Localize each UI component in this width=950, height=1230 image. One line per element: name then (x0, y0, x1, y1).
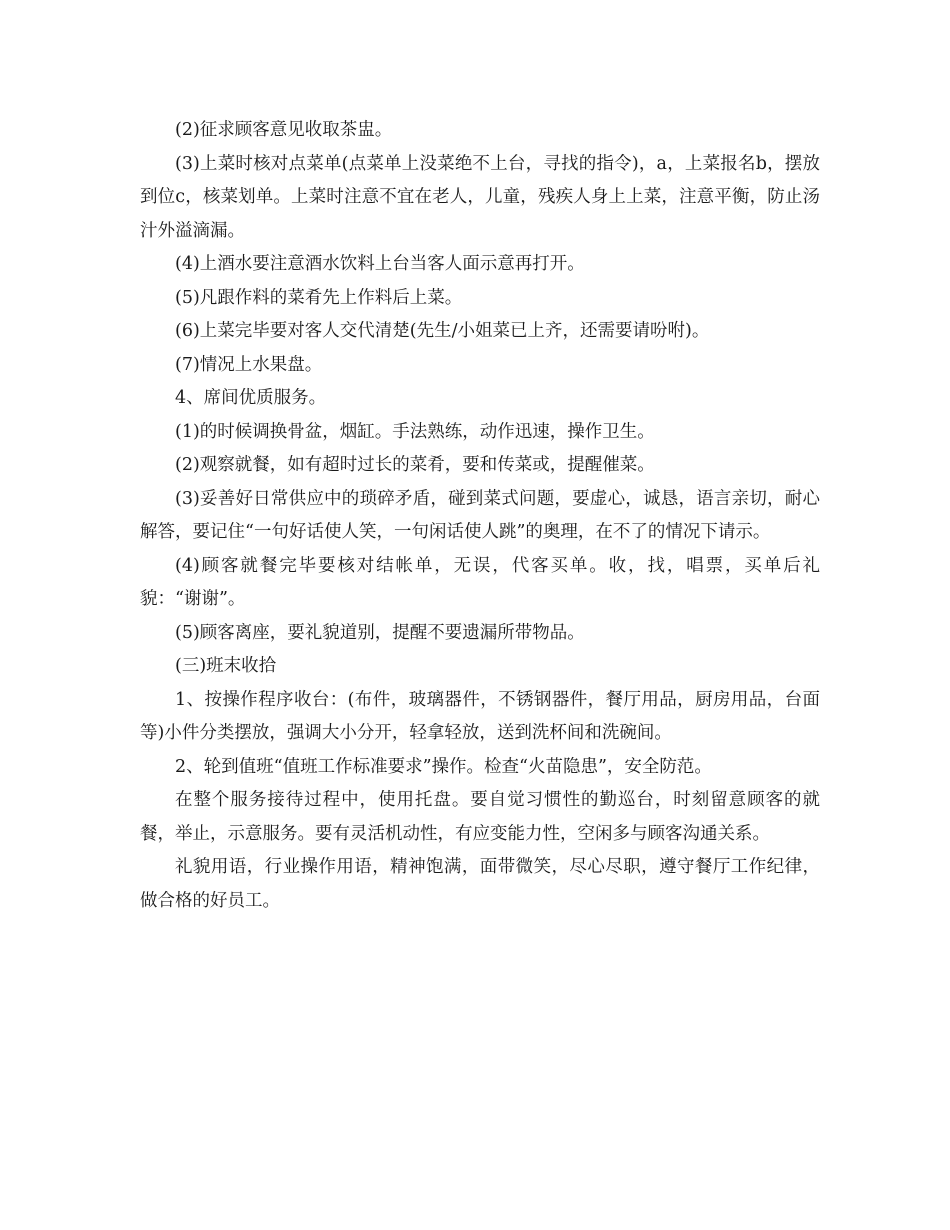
paragraph: 礼貌用语，行业操作用语，精神饱满，面带微笑，尽心尽职，遵守餐厅工作纪律，做合格的好员工。 (140, 857, 820, 911)
paragraph: (4)顾客就餐完毕要核对结帐单，无误，代客买单。收，找，唱票，买单后礼貌：“谢谢”。 (140, 555, 820, 609)
paragraph: 在整个服务接待过程中，使用托盘。要自觉习惯性的勤巡台，时刻留意顾客的就餐，举止，示意服务。要有灵活机动性，有应变能力性，空闲多与顾客沟通关系。 (140, 790, 820, 844)
paragraph: (2)观察就餐，如有超时过长的菜肴，要和传菜或，提醒催菜。 (175, 455, 655, 475)
paragraph: (1)的时候调换骨盆，烟缸。手法熟练，动作迅速，操作卫生。 (175, 421, 655, 442)
section-heading: 4、席间优质服务。 (175, 388, 327, 408)
section-heading: (三)班末收拾 (175, 656, 277, 676)
paragraph: (4)上酒水要注意酒水饮料上台当客人面示意再打开。 (175, 254, 585, 274)
paragraph: (5)顾客离座，要礼貌道别，提醒不要遗漏所带物品。 (175, 622, 585, 643)
paragraph: 2、轮到值班“值班工作标准要求”操作。检查“火苗隐患”，安全防范。 (175, 756, 712, 777)
paragraph: (6)上菜完毕要对客人交代清楚(先生/小姐菜已上齐，还需要请吩咐)。 (175, 321, 710, 341)
paragraph: (3)上菜时核对点菜单(点菜单上没菜绝不上台，寻找的指令)，a，上菜报名b，摆放到位c，核菜划单。上菜时注意不宜在老人，儿童，残疾人身上上菜，注意平衡，防止汤汁外溢滴漏。 (140, 153, 820, 241)
paragraph: 1、按操作程序收台：(布件，玻璃器件，不锈钢器件，餐厅用品，厨房用品，台面等)小件分类摆放，强调大小分开，轻拿轻放，送到洗杯间和洗碗间。 (140, 689, 820, 743)
paragraph: (2)征求顾客意见收取茶盅。 (175, 120, 393, 140)
paragraph: (7)情况上水果盘。 (175, 354, 323, 375)
paragraph: (3)妥善好日常供应中的琐碎矛盾，碰到菜式问题，要虚心，诚恳，语言亲切，耐心解答，要记住“一句好话使人笑，一句闲话使人跳”的奥理，在不了的情况下请示。 (140, 488, 820, 542)
paragraph: (5)凡跟作料的菜肴先上作料后上菜。 (175, 287, 463, 308)
document-body (140, 114, 820, 918)
